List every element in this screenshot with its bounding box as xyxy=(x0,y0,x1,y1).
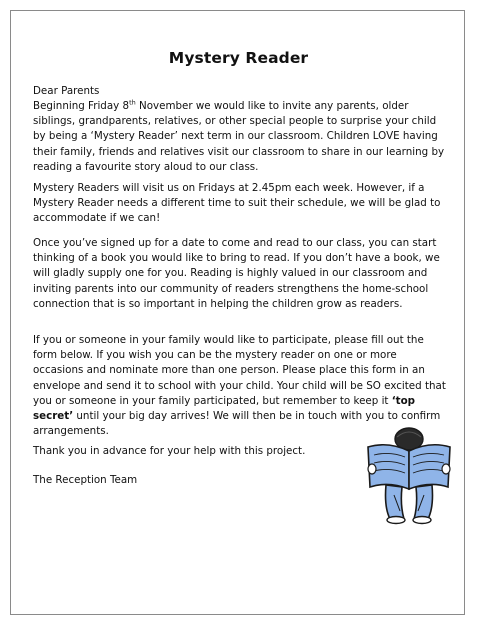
paragraph-invitation xyxy=(33,99,446,175)
paragraph-book-text: Once you’ve signed up for a date to come and read to our class, you can start thinking of a book you would like to bring to read. If you don’t have a book, we will gladly supply one for you. Reading is highly valued in our classroom and inviting parents into our community of readers strengthens the home-school connection that is so important in helping the children grow as readers. xyxy=(33,237,440,310)
paragraph-participate xyxy=(33,333,446,439)
child-reading-book-icon xyxy=(364,425,454,525)
salutation xyxy=(33,84,446,99)
paragraph-participate-text xyxy=(33,333,446,439)
salutation-text: Dear Parents xyxy=(33,85,100,97)
paragraph-schedule xyxy=(33,181,446,227)
page-title: Mystery Reader xyxy=(168,49,309,67)
para4-text-start: If you or someone in your family would like to participate, please fill out the form below. If you wish you can be the mystery reader on one or more occasions and nominate more than one person. Please place this form in an envelope and send it to school with your child. Your child will be SO excited that you or someone in your family participated, but remember to keep it xyxy=(33,334,446,407)
thanks-text: Thank you in advance for your help with this project. xyxy=(33,445,306,457)
para1-text-end: November we would like to invite any parents, older siblings, grandparents, relatives, or other special people to surprise your child by being a ‘Mystery Reader’ next term in our classroom. Children LOVE having their family, friends and relatives visit our classroom to share in our learning by reading a favourite story aloud to our class. xyxy=(33,100,445,173)
top-secret-emphasis: ‘top secret’ xyxy=(33,394,416,423)
paragraph-book xyxy=(33,236,446,312)
ordinal-suffix: th xyxy=(129,98,136,107)
paragraph-schedule-text: Mystery Readers will visit us on Fridays at 2.45pm each week. However, if a Mystery Reader needs a different time to suit their schedule, we will be glad to accommodate if we can! xyxy=(33,182,441,225)
paragraph-invitation-text xyxy=(33,99,446,175)
para4-text-end: until your big day arrives! We will then be in touch with you to confirm arrangements. xyxy=(33,410,441,438)
para1-text-start: Beginning Friday 8 xyxy=(33,100,130,112)
signoff-text: The Reception Team xyxy=(33,474,138,486)
